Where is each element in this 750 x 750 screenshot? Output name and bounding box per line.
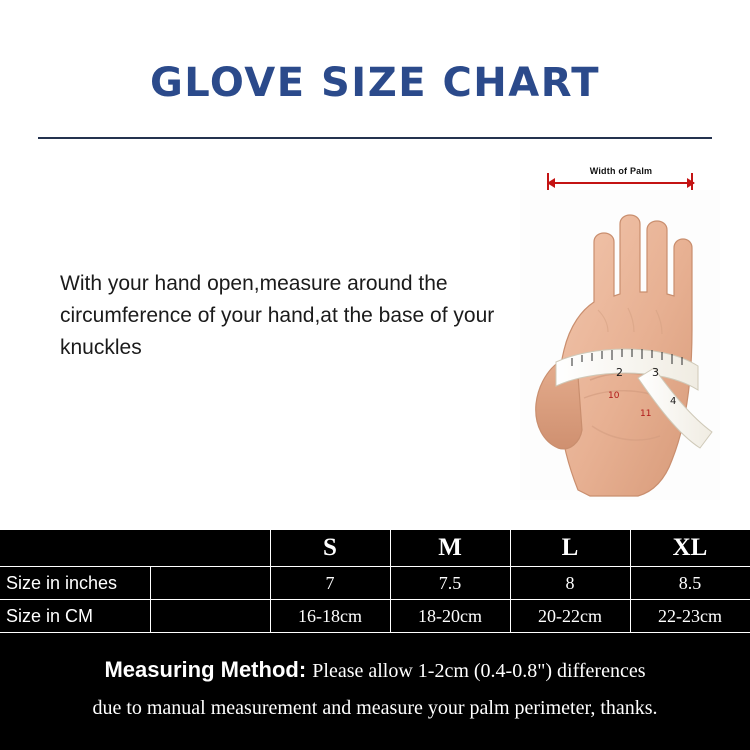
- cm-l: 20-22cm: [510, 600, 630, 633]
- inches-s: 7: [270, 567, 390, 600]
- footer-line-1: [0, 657, 750, 683]
- row-label-inches: Size in inches: [0, 567, 150, 600]
- svg-text:11: 11: [640, 409, 652, 419]
- footer-heading: Measuring Method:: [104, 657, 313, 682]
- title-divider: [38, 137, 712, 139]
- header-size-l: L: [510, 530, 630, 567]
- hand-photo: [520, 190, 720, 500]
- inches-xl: 8.5: [630, 567, 750, 600]
- cm-xl: 22-23cm: [630, 600, 750, 633]
- svg-text:10: 10: [608, 391, 620, 401]
- table-row-inches: [0, 567, 750, 600]
- svg-text:3: 3: [652, 366, 659, 379]
- hand-photo-svg: [520, 190, 720, 500]
- header-blank-gap: [150, 530, 270, 567]
- svg-text:4: 4: [670, 396, 677, 407]
- row-gap-cm: [150, 600, 270, 633]
- size-table-block: [0, 530, 750, 645]
- inches-l: 8: [510, 567, 630, 600]
- svg-text:2: 2: [616, 366, 623, 379]
- header-size-xl: XL: [630, 530, 750, 567]
- inches-m: 7.5: [390, 567, 510, 600]
- cm-m: 18-20cm: [390, 600, 510, 633]
- page-title-container: [0, 60, 750, 106]
- header-blank-label: [0, 530, 150, 567]
- table-header-row: [0, 530, 750, 567]
- palm-width-arrow-icon: [548, 182, 694, 184]
- table-row-cm: [0, 600, 750, 633]
- header-size-s: S: [270, 530, 390, 567]
- measure-instructions: With your hand open,measure around the circumference of your hand,at the base of your knuckles: [60, 272, 495, 359]
- row-label-cm: Size in CM: [0, 600, 150, 633]
- footer-text-1: Please allow 1-2cm (0.4-0.8") differences: [312, 660, 646, 682]
- size-table: [0, 530, 750, 633]
- hand-illustration: [500, 160, 732, 505]
- row-gap-inches: [150, 567, 270, 600]
- palm-width-label: Width of Palm: [589, 166, 653, 176]
- header-size-m: M: [390, 530, 510, 567]
- measuring-method-note: [0, 645, 750, 750]
- page-title: GLOVE SIZE CHART: [149, 60, 601, 106]
- footer-text-2: due to manual measurement and measure your palm perimeter, thanks.: [92, 697, 658, 719]
- cm-s: 16-18cm: [270, 600, 390, 633]
